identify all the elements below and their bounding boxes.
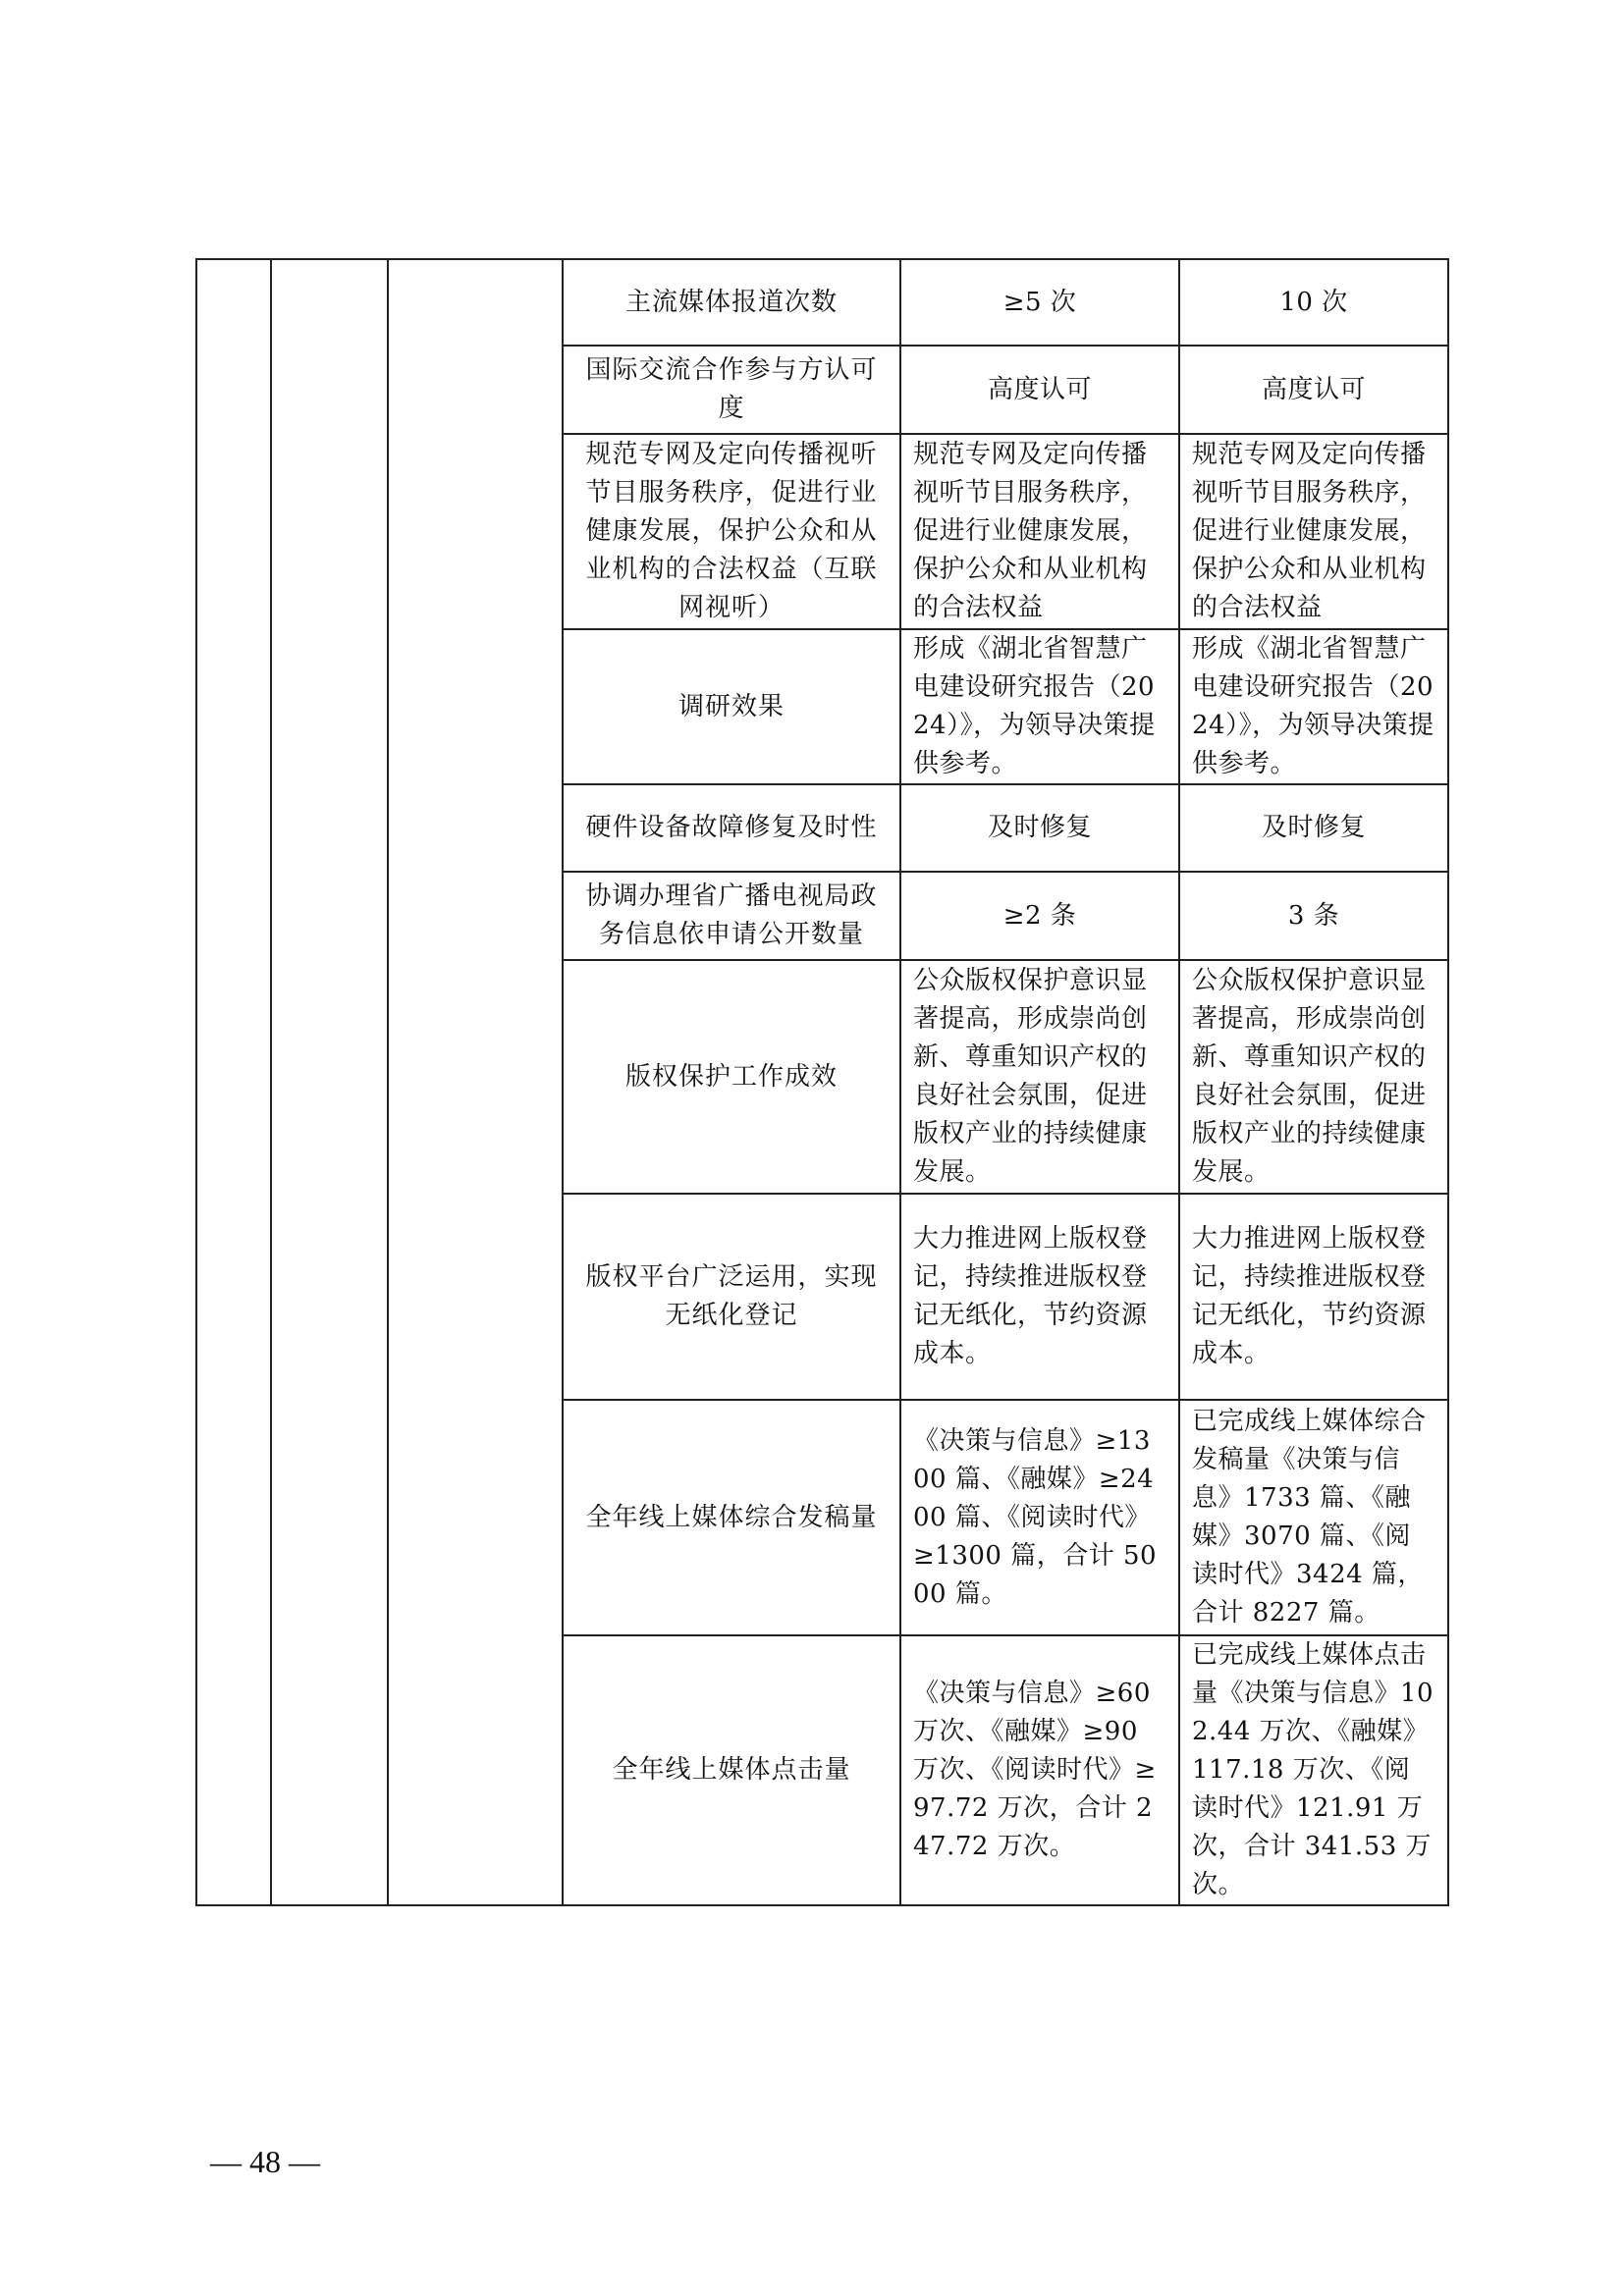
actual-cell: 高度认可 (1179, 346, 1448, 434)
target-cell: 《决策与信息》≥60 万次、《融媒》≥90 万次、《阅读时代》≥97.72 万次，合计 247.72 万次。 (900, 1635, 1179, 1905)
indicator-cell: 调研效果 (563, 629, 900, 784)
indicator-cell: 全年线上媒体综合发稿量 (563, 1400, 900, 1635)
actual-cell: 及时修复 (1179, 784, 1448, 872)
target-cell: ≥2 条 (900, 872, 1179, 960)
indicator-cell: 协调办理省广播电视局政务信息依申请公开数量 (563, 872, 900, 960)
indicator-cell: 硬件设备故障修复及时性 (563, 784, 900, 872)
actual-cell: 公众版权保护意识显著提高，形成崇尚创新、尊重知识产权的良好社会氛围，促进版权产业的持续健康发展。 (1179, 960, 1448, 1194)
target-cell: 高度认可 (900, 346, 1179, 434)
indicator-cell: 版权保护工作成效 (563, 960, 900, 1194)
target-cell: ≥5 次 (900, 259, 1179, 346)
merged-cell-level1 (196, 259, 271, 1905)
indicator-cell: 版权平台广泛运用，实现无纸化登记 (563, 1194, 900, 1400)
merged-cell-level3 (388, 259, 563, 1905)
indicator-cell: 全年线上媒体点击量 (563, 1635, 900, 1905)
actual-cell: 10 次 (1179, 259, 1448, 346)
target-cell: 大力推进网上版权登记，持续推进版权登记无纸化，节约资源成本。 (900, 1194, 1179, 1400)
page-number: — 48 — (210, 2144, 320, 2179)
indicator-cell: 规范专网及定向传播视听节目服务秩序，促进行业健康发展，保护公众和从业机构的合法权益（互联网视听） (563, 434, 900, 629)
indicator-cell: 主流媒体报道次数 (563, 259, 900, 346)
actual-cell: 3 条 (1179, 872, 1448, 960)
actual-cell: 已完成线上媒体综合发稿量《决策与信息》1733 篇、《融媒》3070 篇、《阅读时代》3424 篇，合计 8227 篇。 (1179, 1400, 1448, 1635)
actual-cell: 大力推进网上版权登记，持续推进版权登记无纸化，节约资源成本。 (1179, 1194, 1448, 1400)
target-cell: 形成《湖北省智慧广电建设研究报告（2024）》，为领导决策提供参考。 (900, 629, 1179, 784)
target-cell: 及时修复 (900, 784, 1179, 872)
actual-cell: 已完成线上媒体点击量《决策与信息》102.44 万次、《融媒》117.18 万次、《阅读时代》121.91 万次，合计 341.53 万次。 (1179, 1635, 1448, 1905)
merged-cell-level2 (271, 259, 388, 1905)
target-cell: 公众版权保护意识显著提高，形成崇尚创新、尊重知识产权的良好社会氛围，促进版权产业的持续健康发展。 (900, 960, 1179, 1194)
target-cell: 《决策与信息》≥1300 篇、《融媒》≥2400 篇、《阅读时代》≥1300 篇，合计 5000 篇。 (900, 1400, 1179, 1635)
actual-cell: 形成《湖北省智慧广电建设研究报告（2024）》，为领导决策提供参考。 (1179, 629, 1448, 784)
target-cell: 规范专网及定向传播视听节目服务秩序，促进行业健康发展，保护公众和从业机构的合法权益 (900, 434, 1179, 629)
actual-cell: 规范专网及定向传播视听节目服务秩序，促进行业健康发展，保护公众和从业机构的合法权益 (1179, 434, 1448, 629)
indicator-cell: 国际交流合作参与方认可度 (563, 346, 900, 434)
performance-table (195, 258, 1449, 1906)
table-row (196, 259, 1448, 346)
